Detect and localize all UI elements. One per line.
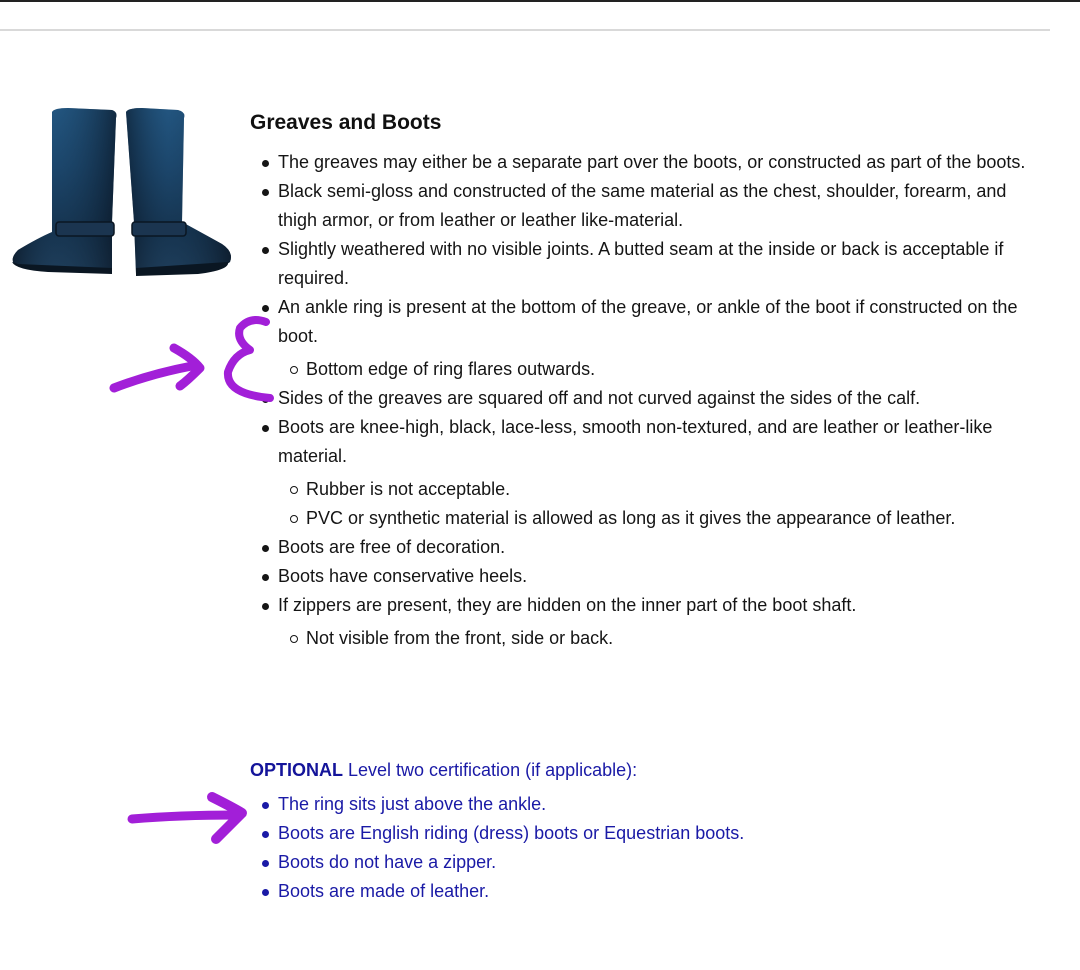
list-item-text: Slightly weathered with no visible joints. A butted seam at the inside or back is acceptable if required. xyxy=(278,239,1004,288)
list-item xyxy=(250,533,1050,562)
sub-list-item: Bottom edge of ring flares outwards. xyxy=(278,355,1050,384)
annotation-arrow xyxy=(120,785,255,850)
optional-section xyxy=(250,756,1050,906)
optional-list-item: The ring sits just above the ankle. xyxy=(250,790,1050,819)
list-item xyxy=(250,591,1050,653)
boots-image xyxy=(8,104,236,284)
sub-list-item: Rubber is not acceptable. xyxy=(278,475,1050,504)
optional-list xyxy=(250,790,1050,906)
list-item xyxy=(250,413,1050,533)
sub-list xyxy=(278,624,1050,653)
list-item-text: The greaves may either be a separate part over the boots, or constructed as part of the boots. xyxy=(278,152,1026,172)
sub-list xyxy=(278,475,1050,533)
list-item-text: If zippers are present, they are hidden on the inner part of the boot shaft. xyxy=(278,595,857,615)
list-item xyxy=(250,235,1050,293)
list-item xyxy=(250,562,1050,591)
list-item-text: Black semi-gloss and constructed of the same material as the chest, shoulder, forearm, and thigh armor, or from leather or leather like-material. xyxy=(278,181,1007,230)
list-item-text: Boots are free of decoration. xyxy=(278,537,506,557)
sub-list-item: PVC or synthetic material is allowed as long as it gives the appearance of leather. xyxy=(278,504,1050,533)
optional-list-item: Boots are English riding (dress) boots or Equestrian boots. xyxy=(250,819,1050,848)
sub-list xyxy=(278,355,1050,384)
list-item xyxy=(250,177,1050,235)
optional-text: Level two certification (if applicable): xyxy=(343,760,638,780)
list-item-text: Sides of the greaves are squared off and not curved against the sides of the calf. xyxy=(278,388,921,408)
list-item-text: An ankle ring is present at the bottom of the greave, or ankle of the boot if constructed on the boot. xyxy=(278,297,1018,346)
optional-list-item: Boots do not have a zipper. xyxy=(250,848,1050,877)
sub-list-item: Not visible from the front, side or back. xyxy=(278,624,1050,653)
optional-label: OPTIONAL xyxy=(250,760,343,780)
list-item xyxy=(250,293,1050,384)
section-title: Greaves and Boots xyxy=(250,111,442,134)
list-item xyxy=(250,384,1050,413)
list-item-text: Boots have conservative heels. xyxy=(278,566,528,586)
optional-heading xyxy=(250,756,1050,784)
optional-list-item: Boots are made of leather. xyxy=(250,877,1050,906)
list-item xyxy=(250,148,1050,177)
greaves-section xyxy=(250,108,1050,653)
list-item-text: Boots are knee-high, black, lace-less, smooth non-textured, and are leather or leather-like material. xyxy=(278,417,993,466)
requirements-list xyxy=(250,148,1050,653)
top-border xyxy=(0,0,1080,2)
divider xyxy=(0,29,1050,31)
